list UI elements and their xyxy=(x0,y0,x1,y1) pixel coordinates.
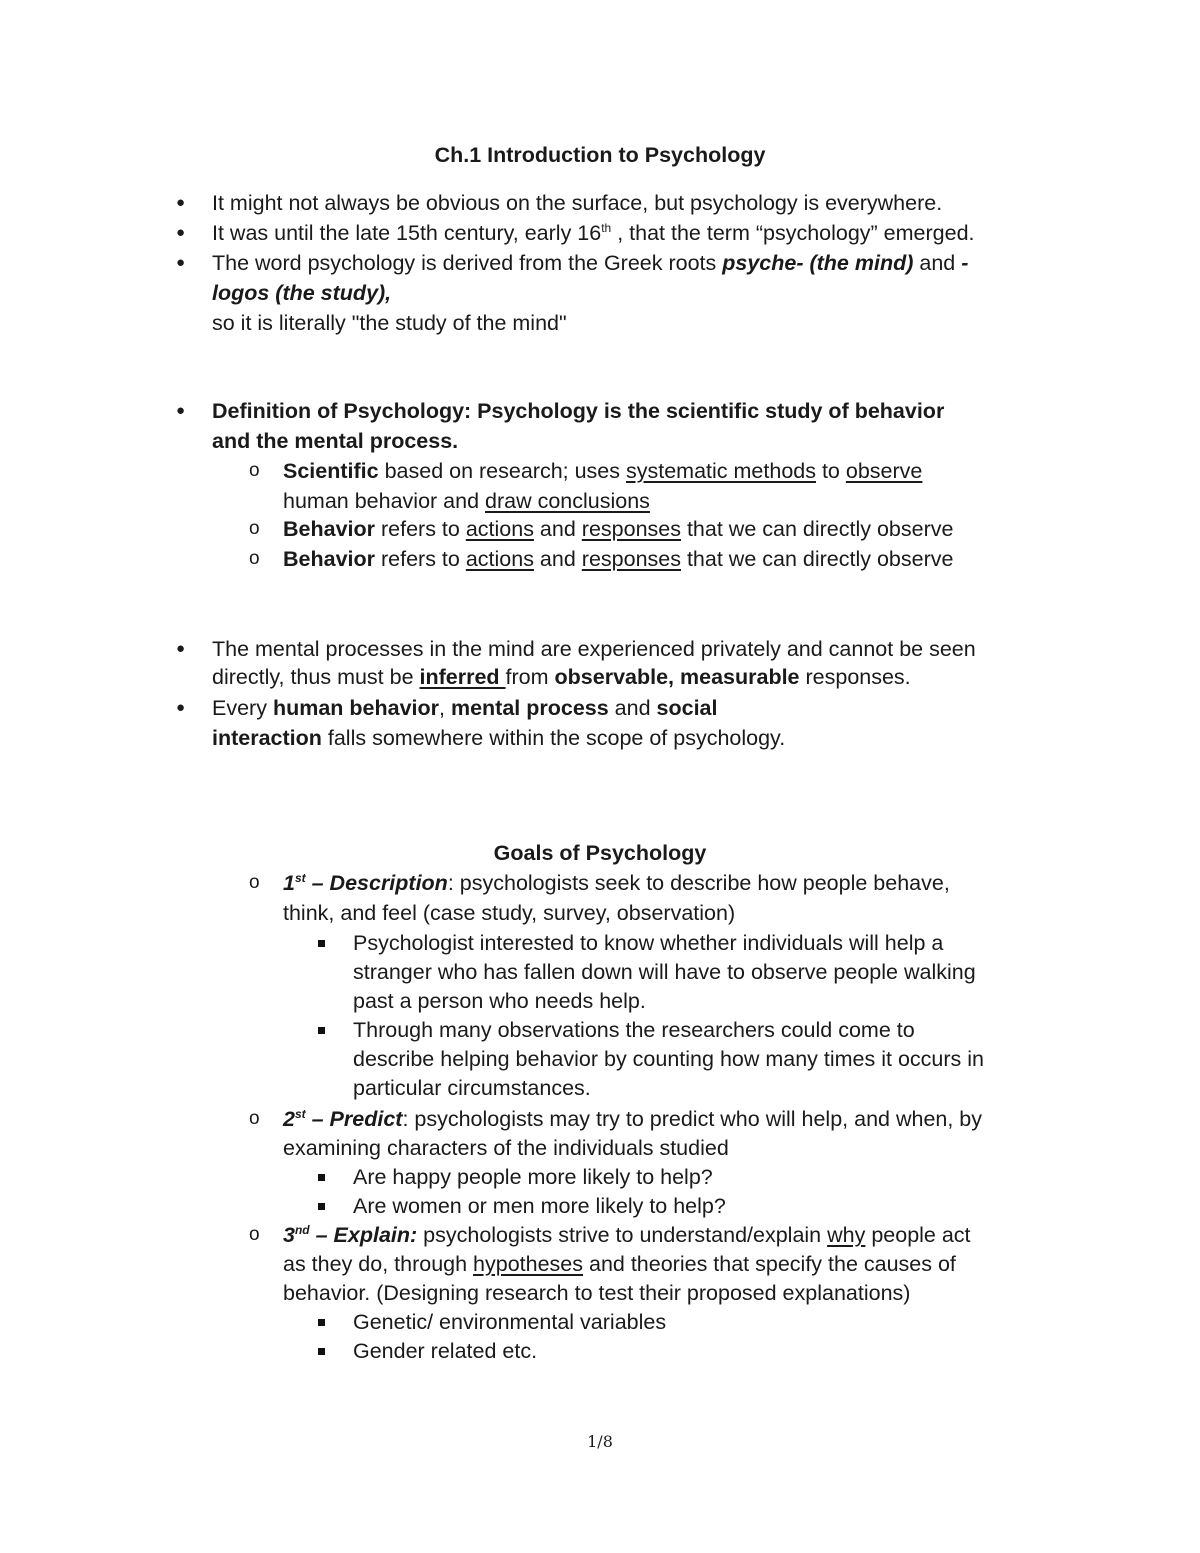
circle-bullet-icon: o xyxy=(249,548,260,569)
intro-bullet-3: The word psychology is derived from the Greek roots psyche- (the mind) and - xyxy=(212,251,969,275)
goal-3: 3nd – Explain: psychologists strive to understand/explain why people act xyxy=(283,1223,971,1247)
goal-1-sub-2-cont2: particular circumstances. xyxy=(353,1076,591,1100)
mental-bullet-1: The mental processes in the mind are experienced privately and cannot be seen xyxy=(212,637,976,661)
circle-bullet-icon: o xyxy=(249,1108,260,1129)
definition-sub-1: Scientific based on research; uses systematic methods to observe xyxy=(283,459,923,483)
goals-heading: Goals of Psychology xyxy=(493,841,707,865)
square-bullet-icon xyxy=(318,1319,325,1326)
definition-line-1: Definition of Psychology: Psychology is the scientific study of behavior xyxy=(212,399,945,423)
circle-bullet-icon: o xyxy=(249,518,260,539)
square-bullet-icon xyxy=(318,1174,325,1181)
goal-2-sub-1: Are happy people more likely to help? xyxy=(353,1165,713,1189)
goal-1: 1st – Description: psychologists seek to describe how people behave, xyxy=(283,871,950,895)
goal-1-sub-2: Through many observations the researchers could come to xyxy=(353,1018,915,1042)
bullet-icon: ● xyxy=(176,640,186,657)
goal-1-sub-2-cont: describe helping behavior by counting how many times it occurs in xyxy=(353,1047,984,1071)
goal-3-sub-1: Genetic/ environmental variables xyxy=(353,1310,667,1334)
mental-bullet-1-cont: directly, thus must be inferred from observable, measurable responses. xyxy=(212,665,911,689)
square-bullet-icon xyxy=(318,1348,325,1355)
goal-2-cont: examining characters of the individuals studied xyxy=(283,1136,729,1160)
goal-2-sub-2: Are women or men more likely to help? xyxy=(353,1194,726,1218)
bullet-icon: ● xyxy=(176,254,186,271)
circle-bullet-icon: o xyxy=(249,872,260,893)
intro-bullet-3-cont: logos (the study), xyxy=(212,281,392,305)
goal-3-sub-2: Gender related etc. xyxy=(353,1339,538,1363)
square-bullet-icon xyxy=(318,1027,325,1034)
definition-sub-3: Behavior refers to actions and responses that we can directly observe xyxy=(283,547,954,571)
goal-3-cont: as they do, through hypotheses and theories that specify the causes of xyxy=(283,1252,956,1276)
circle-bullet-icon: o xyxy=(249,460,260,481)
goal-1-sub-1-cont2: past a person who needs help. xyxy=(353,989,646,1013)
intro-bullet-1: It might not always be obvious on the surface, but psychology is everywhere. xyxy=(212,191,943,215)
square-bullet-icon xyxy=(318,940,325,947)
intro-bullet-2: It was until the late 15th century, early 16th , that the term “psychology” emerged. xyxy=(212,221,975,245)
page-number: 1/8 xyxy=(587,1432,613,1451)
bullet-icon: ● xyxy=(176,194,186,211)
bullet-icon: ● xyxy=(176,402,186,419)
definition-line-2: and the mental process. xyxy=(212,429,459,453)
goal-2: 2st – Predict: psychologists may try to predict who will help, and when, by xyxy=(283,1107,983,1131)
goal-1-sub-1: Psychologist interested to know whether individuals will help a xyxy=(353,931,944,955)
goal-3-cont2: behavior. (Designing research to test their proposed explanations) xyxy=(283,1281,911,1305)
definition-sub-2: Behavior refers to actions and responses that we can directly observe xyxy=(283,517,954,541)
bullet-icon: ● xyxy=(176,699,186,716)
goal-1-sub-1-cont: stranger who has fallen down will have to observe people walking xyxy=(353,960,976,984)
goal-1-cont: think, and feel (case study, survey, observation) xyxy=(283,901,736,925)
square-bullet-icon xyxy=(318,1203,325,1210)
mental-bullet-2-cont: interaction falls somewhere within the scope of psychology. xyxy=(212,726,786,750)
mental-bullet-2: Every human behavior, mental process and social xyxy=(212,696,718,720)
circle-bullet-icon: o xyxy=(249,1224,260,1245)
bullet-icon: ● xyxy=(176,224,186,241)
intro-bullet-3-cont2: so it is literally "the study of the mind" xyxy=(212,311,567,335)
definition-sub-1-cont: human behavior and draw conclusions xyxy=(283,489,650,513)
page-title: Ch.1 Introduction to Psychology xyxy=(434,143,766,167)
